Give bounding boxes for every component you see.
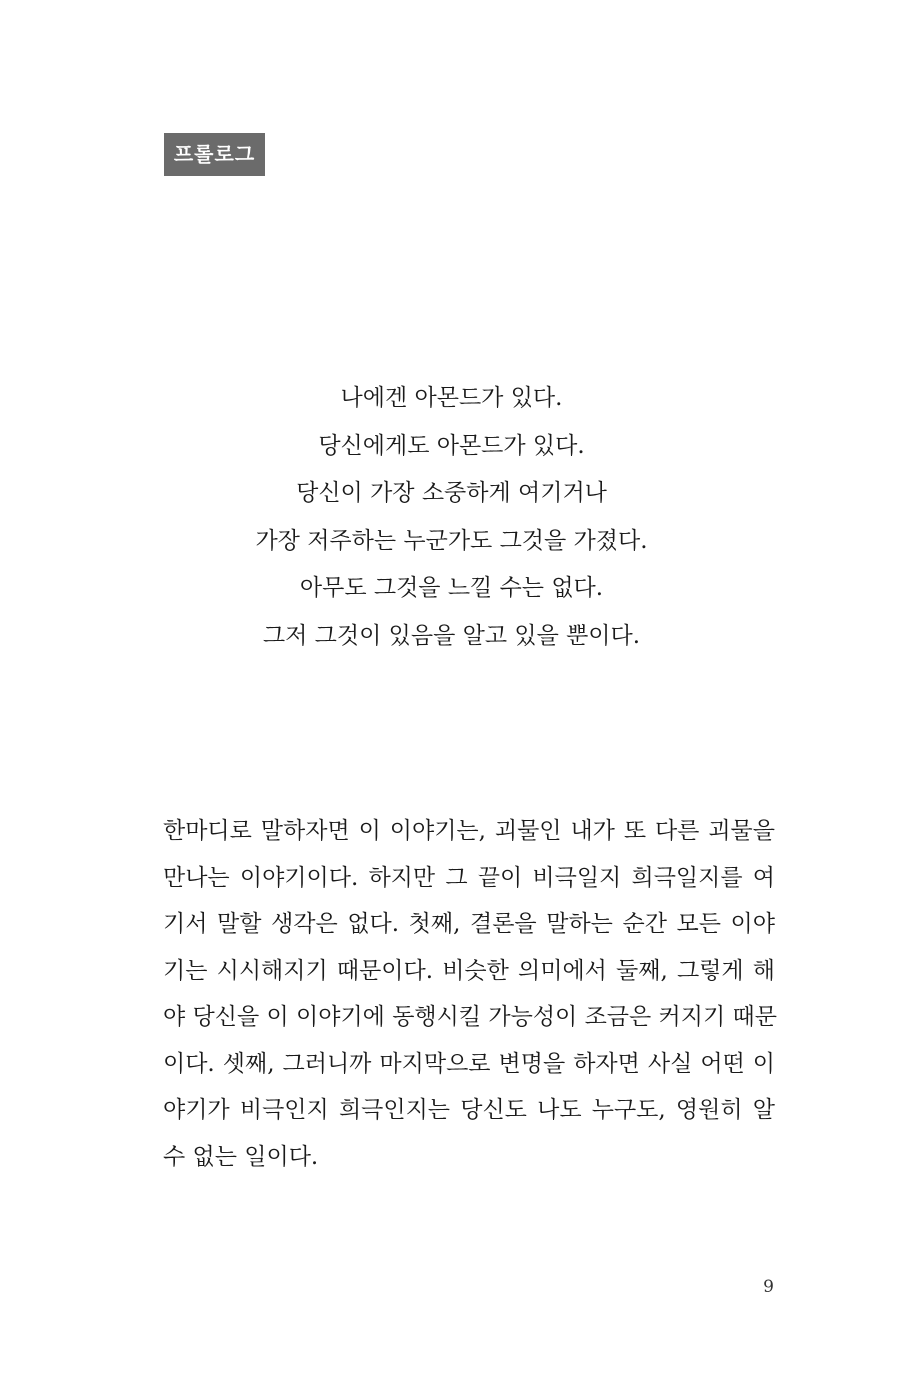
poem-line: 그저 그것이 있음을 알고 있을 뿐이다. [262, 622, 641, 649]
chapter-title-badge: 프롤로그 [164, 133, 265, 176]
poem-line: 당신이 가장 소중하게 여기거나 [296, 480, 607, 506]
body-line: 기는 시시해지기 때문이다. 비슷한 의미에서 둘째, 그렇게 해 [163, 957, 775, 984]
body-line: 야기가 비극인지 희극인지는 당신도 나도 누구도, 영원히 알 [163, 1097, 775, 1123]
page-number: 9 [763, 1277, 774, 1297]
poem-line: 아무도 그것을 느낄 수는 없다. [299, 575, 604, 601]
poem-line: 가장 저주하는 누군가도 그것을 가졌다. [255, 527, 648, 554]
poem-line: 나에겐 아몬드가 있다. [340, 385, 563, 411]
body-line: 기서 말할 생각은 없다. 첫째, 결론을 말하는 순간 모든 이야 [163, 911, 775, 937]
body-line: 야 당신을 이 이야기에 동행시킬 가능성이 조금은 커지기 때문 [163, 1004, 777, 1030]
body-line: 이다. 셋째, 그러니까 마지막으로 변명을 하자면 사실 어떤 이 [163, 1050, 775, 1077]
body-paragraph [163, 808, 775, 1180]
epigraph-poem [0, 375, 903, 660]
poem-line: 당신에게도 아몬드가 있다. [318, 432, 585, 459]
body-line: 수 없는 일이다. [163, 1143, 319, 1170]
body-line: 만나는 이야기이다. 하지만 그 끝이 비극일지 희극일지를 여 [163, 864, 775, 891]
body-line: 한마디로 말하자면 이 이야기는, 괴물인 내가 또 다른 괴물을 [163, 818, 775, 844]
